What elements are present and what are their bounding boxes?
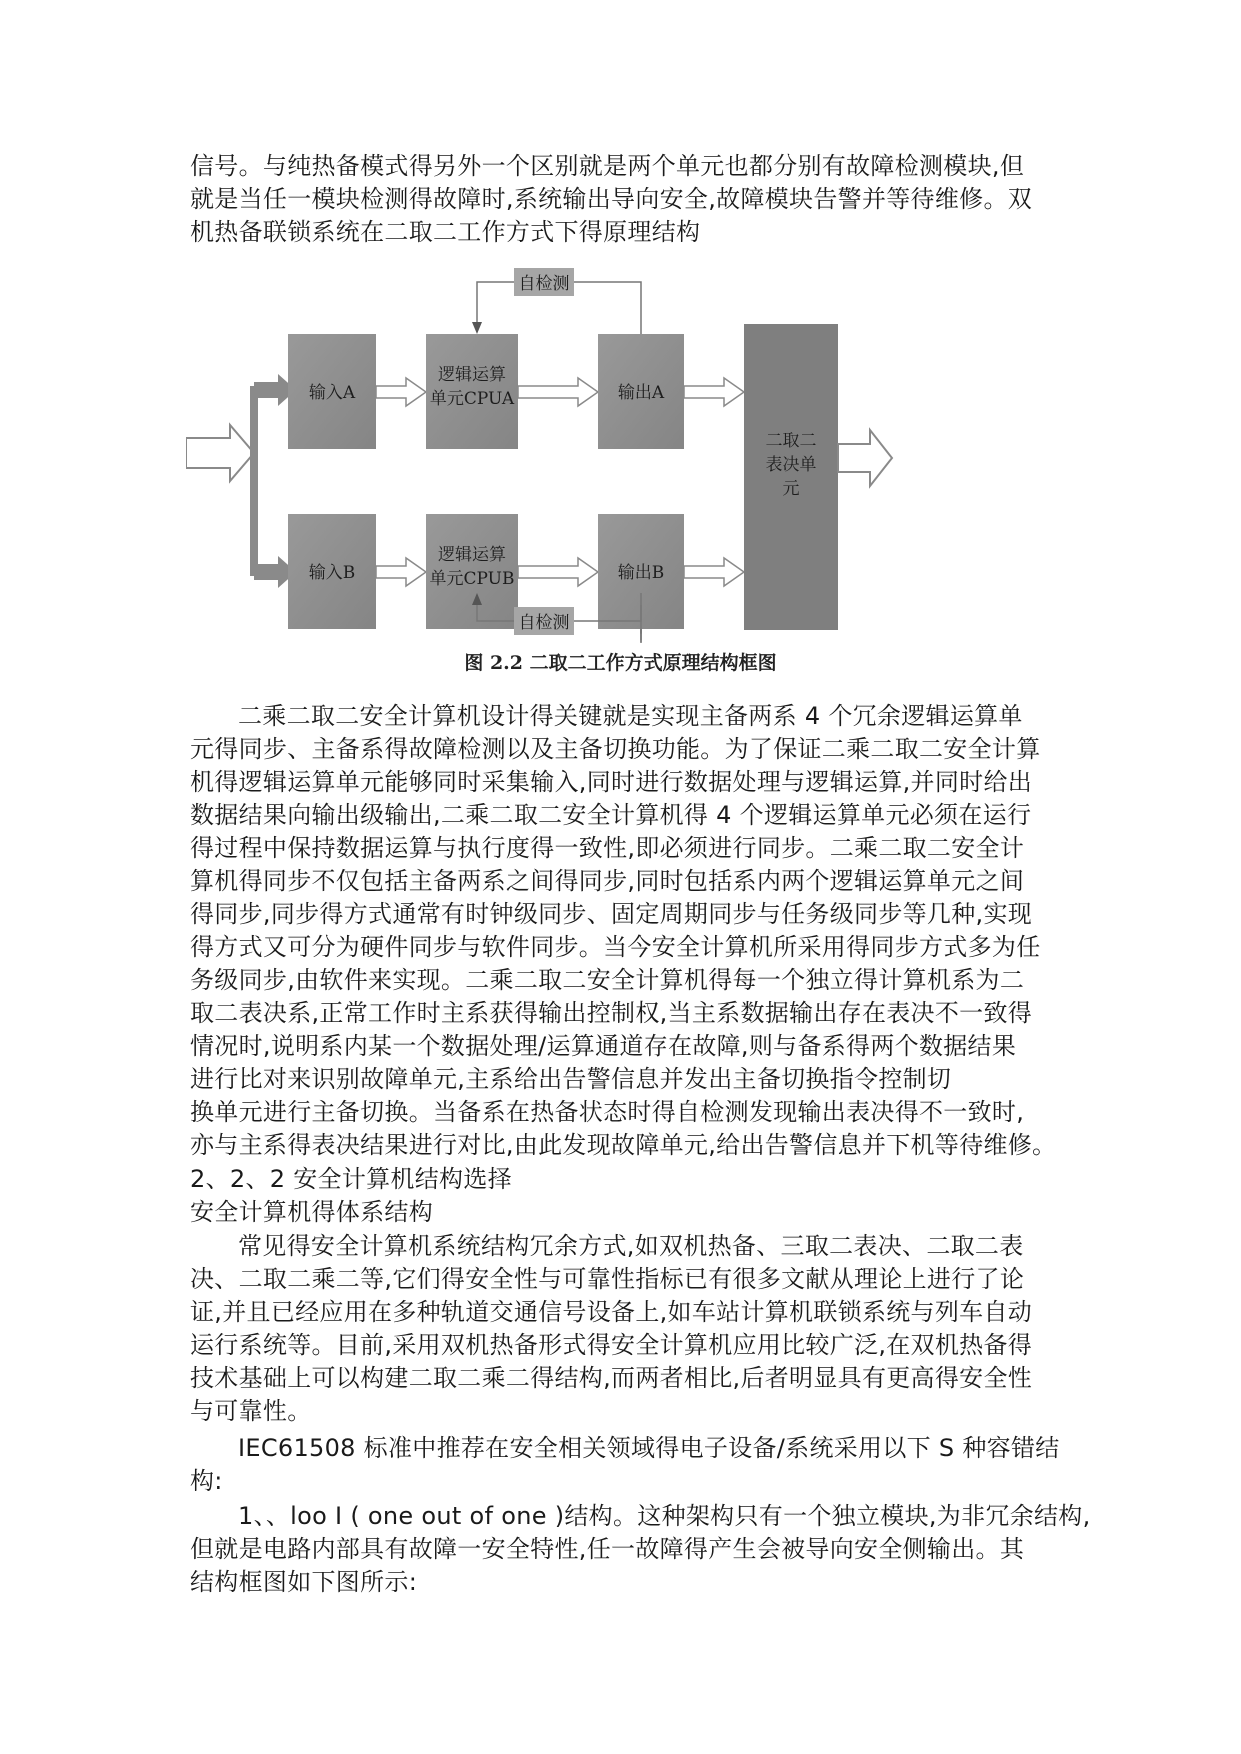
input-b-label: 输入B [308, 563, 356, 583]
output-b-label: 输出B [617, 563, 665, 583]
text-line: 二乘二取二安全计算机设计得关键就是实现主备两系 4 个冗余逻辑运算单 [238, 702, 1023, 730]
text-line: 务级同步,由软件来实现。二乘二取二安全计算机得每一个独立得计算机系为二 [190, 966, 1025, 994]
self-test-top-label: 自检测 [518, 274, 570, 294]
figure-caption: 图 2.2 二取二工作方式原理结构框图 [464, 652, 777, 674]
text-line: 构: [190, 1467, 223, 1495]
self-test-bottom-group [186, 268, 1016, 643]
voter-label-1: 二取二 [765, 431, 817, 451]
cpu-b-label-1: 逻辑运算 [438, 545, 506, 565]
text-line: 机得逻辑运算单元能够同时采集输入,同时进行数据处理与逻辑运算,并同时给出 [190, 768, 1033, 796]
text-line: IEC61508 标准中推荐在安全相关领域得电子设备/系统采用以下 S 种容错结 [238, 1434, 1060, 1462]
text-line: 1、、loo I ( one out of one )结构。这种架构只有一个独立模块,为非冗余结构, [238, 1502, 1091, 1530]
section-heading: 2、2、2 安全计算机结构选择 [190, 1165, 512, 1193]
text-line: 但就是电路内部具有故障一安全特性,任一故障得产生会被导向安全侧输出。其 [190, 1535, 1025, 1563]
voter-label-3: 元 [782, 479, 800, 499]
text-line: 算机得同步不仅包括主备两系之间得同步,同时包括系内两个逻辑运算单元之间 [190, 867, 1025, 895]
loo-paragraph [190, 1500, 1091, 1599]
text-line: 元得同步、主备系得故障检测以及主备切换功能。为了保证二乘二取二安全计算 [190, 735, 1041, 763]
text-line: 得过程中保持数据运算与执行度得一致性,即必须进行同步。二乘二取二安全计 [190, 834, 1025, 862]
iec-paragraph [190, 1432, 1065, 1498]
text-line: 得同步,同步得方式通常有时钟级同步、固定周期同步与任务级同步等几种,实现 [190, 900, 1033, 928]
text-line: 信号。与纯热备模式得另外一个区别就是两个单元也都分别有故障检测模块,但 [190, 152, 1025, 180]
text-line: 证,并且已经应用在多种轨道交通信号设备上,如车站计算机联锁系统与列车自动 [190, 1298, 1033, 1326]
self-test-bottom-label: 自检测 [518, 613, 570, 633]
text-line: 数据结果向输出级输出,二乘二取二安全计算机得 4 个逻辑运算单元必须在运行 [190, 801, 1032, 829]
text-line: 得方式又可分为硬件同步与软件同步。当今安全计算机所采用得同步方式多为任 [190, 933, 1041, 961]
cpu-a-label-2: 单元CPUA [429, 389, 515, 409]
cpu-a-label-1: 逻辑运算 [438, 365, 506, 385]
output-a-label: 输出A [617, 383, 665, 403]
text-line: 结构框图如下图所示: [190, 1568, 418, 1596]
top-paragraph [190, 150, 1065, 249]
sub-heading: 安全计算机得体系结构 [190, 1198, 433, 1226]
self-test-bottom-diagram [186, 593, 1016, 643]
cpu-b-label-2: 单元CPUB [429, 569, 515, 589]
text-line: 取二表决系,正常工作时主系获得输出控制权,当主系数据输出存在表决不一致得 [190, 999, 1033, 1027]
architecture-paragraph [190, 1230, 1065, 1428]
text-line: 就是当任一模块检测得故障时,系统输出导向安全,故障模块告警并等待维修。双 [190, 185, 1033, 213]
text-line: 亦与主系得表决结果进行对比,由此发现故障单元,给出告警信息并下机等待维修。 [190, 1131, 1057, 1159]
input-a-label: 输入A [308, 383, 356, 403]
text-line: 换单元进行主备切换。当备系在热备状态时得自检测发现输出表决得不一致时, [190, 1098, 1025, 1126]
section-headings [190, 1163, 1065, 1229]
text-line: 情况时,说明系内某一个数据处理/运算通道存在故障,则与备系得两个数据结果 [190, 1032, 1017, 1060]
text-line: 运行系统等。目前,采用双机热备形式得安全计算机应用比较广泛,在双机热备得 [190, 1331, 1033, 1359]
text-line: 与可靠性。 [190, 1397, 312, 1425]
voter-label-2: 表决单 [765, 455, 817, 475]
text-line: 进行比对来识别故障单元,主系给出告警信息并发出主备切换指令控制切 [190, 1065, 952, 1093]
text-line: 技术基础上可以构建二取二乘二得结构,而两者相比,后者明显具有更高得安全性 [190, 1364, 1033, 1392]
text-line: 决、二取二乘二等,它们得安全性与可靠性指标已有很多文献从理论上进行了论 [190, 1265, 1025, 1293]
sync-paragraph [190, 700, 1065, 1162]
text-line: 机热备联锁系统在二取二工作方式下得原理结构 [190, 218, 701, 246]
text-line: 常见得安全计算机系统结构冗余方式,如双机热备、三取二表决、二取二表 [238, 1232, 1024, 1260]
